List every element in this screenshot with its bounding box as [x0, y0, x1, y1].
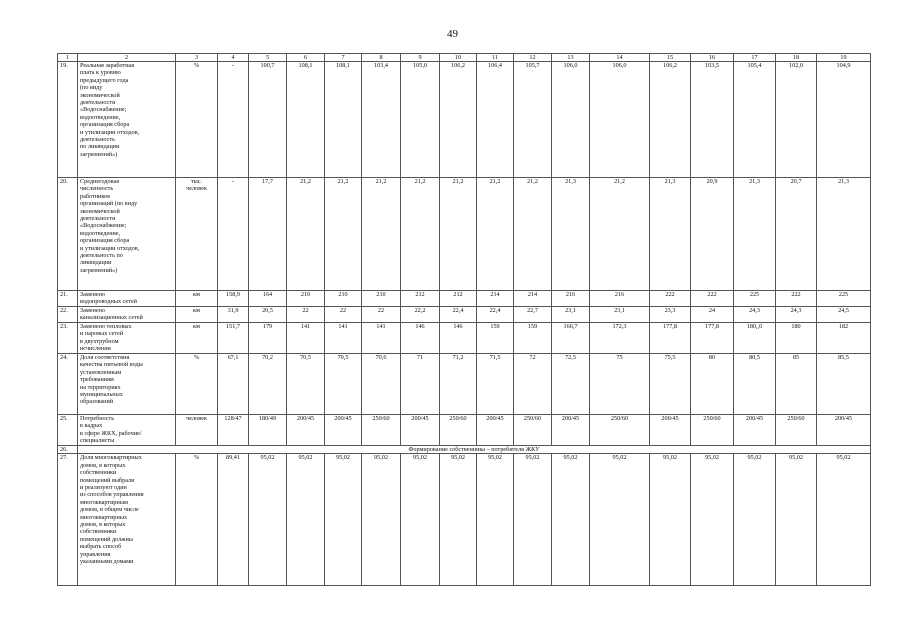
value-cell: 108,1	[287, 62, 325, 178]
value-cell: 146	[440, 323, 477, 354]
value-cell: 23,1	[590, 307, 650, 323]
table-row	[58, 454, 871, 586]
value-cell: 200/45	[287, 415, 325, 446]
value-cell: 210	[325, 291, 362, 307]
value-cell: 70,5	[287, 354, 325, 415]
value-cell: 250/60	[440, 415, 477, 446]
value-cell: 210	[362, 291, 401, 307]
value-cell: 177,8	[691, 323, 734, 354]
column-number: 11	[477, 54, 514, 62]
indicator-name: Доля многоквартирных домов, в которых собственники помещений выбрали и реализуют один из способов управления многоквартирным домом, в общем числе многоквартирных домов, в которых собственники помещений должны выбрать способ управления указанными домами	[78, 454, 176, 586]
value-cell: 22	[325, 307, 362, 323]
section-row	[58, 446, 871, 454]
value-cell: 85	[776, 354, 817, 415]
column-number: 15	[650, 54, 691, 62]
value-cell: 214	[514, 291, 552, 307]
value-cell: 182	[817, 323, 871, 354]
value-cell: 21,2	[514, 178, 552, 291]
value-cell: 250/60	[362, 415, 401, 446]
value-cell: 21,3	[817, 178, 871, 291]
row-number: 27.	[58, 454, 78, 586]
value-cell: 95,02	[325, 454, 362, 586]
value-cell: 21,2	[440, 178, 477, 291]
column-number-row	[58, 54, 871, 62]
column-number: 10	[440, 54, 477, 62]
value-cell: 200/45	[325, 415, 362, 446]
unit-cell: %	[176, 354, 218, 415]
value-cell: 70,2	[249, 354, 287, 415]
value-cell: 103,5	[691, 62, 734, 178]
column-number: 8	[362, 54, 401, 62]
column-number: 2	[78, 54, 176, 62]
table-row	[58, 62, 871, 178]
value-cell: 180	[776, 323, 817, 354]
value-cell: 200/45	[817, 415, 871, 446]
value-cell: 141	[362, 323, 401, 354]
value-cell: 95,02	[401, 454, 440, 586]
value-cell: 24,5	[817, 307, 871, 323]
value-cell: 21,3	[552, 178, 590, 291]
value-cell: 17,7	[249, 178, 287, 291]
value-cell: 225	[817, 291, 871, 307]
value-cell: 21,3	[734, 178, 776, 291]
column-number: 3	[176, 54, 218, 62]
value-cell: 104,9	[817, 62, 871, 178]
value-cell: 105,0	[401, 62, 440, 178]
column-number: 5	[249, 54, 287, 62]
table-row	[58, 178, 871, 291]
value-cell: 180/49	[249, 415, 287, 446]
value-cell: 159	[477, 323, 514, 354]
value-cell: 200/45	[734, 415, 776, 446]
value-cell: 72	[514, 354, 552, 415]
indicator-name: Доля соответствия качества питьевой воды установленным требованиям на территориях муниципальных образований	[78, 354, 176, 415]
column-number: 4	[218, 54, 249, 62]
unit-cell: %	[176, 454, 218, 586]
value-cell: 21,2	[477, 178, 514, 291]
value-cell: 20,5	[249, 307, 287, 323]
value-cell: 89,41	[218, 454, 249, 586]
value-cell: 250/60	[691, 415, 734, 446]
value-cell: 95,02	[691, 454, 734, 586]
value-cell: 72,5	[552, 354, 590, 415]
value-cell: 71,5	[477, 354, 514, 415]
value-cell: 22,7	[514, 307, 552, 323]
column-number: 13	[552, 54, 590, 62]
value-cell: 95,02	[776, 454, 817, 586]
row-number: 19.	[58, 62, 78, 178]
value-cell: 21,2	[287, 178, 325, 291]
value-cell: 70,6	[362, 354, 401, 415]
value-cell: 21,2	[590, 178, 650, 291]
value-cell: 105,7	[514, 62, 552, 178]
value-cell: 106,2	[440, 62, 477, 178]
value-cell: 95,02	[552, 454, 590, 586]
value-cell: 214	[477, 291, 514, 307]
column-number: 14	[590, 54, 650, 62]
row-number: 23.	[58, 323, 78, 354]
value-cell: -	[218, 178, 249, 291]
value-cell: 23,3	[650, 307, 691, 323]
value-cell: 67,1	[218, 354, 249, 415]
value-cell: 75,5	[650, 354, 691, 415]
value-cell: 128/47	[218, 415, 249, 446]
indicator-name: Заменено водопроводных сетей	[78, 291, 176, 307]
value-cell: 222	[776, 291, 817, 307]
value-cell: 106,4	[477, 62, 514, 178]
column-number: 17	[734, 54, 776, 62]
value-cell: 106,0	[590, 62, 650, 178]
value-cell: 250/60	[776, 415, 817, 446]
unit-cell: человек	[176, 415, 218, 446]
value-cell: 212	[440, 291, 477, 307]
value-cell: 80,5	[734, 354, 776, 415]
value-cell: 22,4	[477, 307, 514, 323]
value-cell: 20,7	[776, 178, 817, 291]
value-cell: 95,02	[817, 454, 871, 586]
value-cell: -	[218, 62, 249, 178]
indicator-name: Реальная заработная плата к уровню предыдущего года (по виду экономической деятельности «Водоснабжение; водоотведение, организация сбора и утилизации отходов, деятельность по ликвидации загрязнений»)	[78, 62, 176, 178]
value-cell: 164	[249, 291, 287, 307]
row-number: 24.	[58, 354, 78, 415]
value-cell: 75	[590, 354, 650, 415]
value-cell: 159	[514, 323, 552, 354]
indicator-name: Потребность в кадрах в сфере ЖКХ, рабочие/ специалисты	[78, 415, 176, 446]
column-number: 12	[514, 54, 552, 62]
value-cell: 95,02	[477, 454, 514, 586]
value-cell: 80	[691, 354, 734, 415]
indicator-name: Среднегодовая численность работников организаций (по виду экономической деятельности «Водоснабжение; водоотведение, организация сбора и утилизации отходов, деятельность по ликвидации загрязнений»)	[78, 178, 176, 291]
row-number: 26.	[58, 446, 78, 454]
value-cell: 95,02	[440, 454, 477, 586]
value-cell: 22,2	[401, 307, 440, 323]
value-cell: 20,9	[691, 178, 734, 291]
value-cell: 200/45	[552, 415, 590, 446]
value-cell: 141	[325, 323, 362, 354]
value-cell: 95,02	[249, 454, 287, 586]
row-number: 25.	[58, 415, 78, 446]
value-cell: 250/60	[590, 415, 650, 446]
value-cell: 95,02	[650, 454, 691, 586]
value-cell: 95,02	[734, 454, 776, 586]
table-row	[58, 291, 871, 307]
value-cell: 141	[287, 323, 325, 354]
column-number: 16	[691, 54, 734, 62]
value-cell: 200/45	[650, 415, 691, 446]
column-number: 7	[325, 54, 362, 62]
value-cell: 85,5	[817, 354, 871, 415]
value-cell: 24,3	[734, 307, 776, 323]
value-cell: 24	[691, 307, 734, 323]
column-number: 19	[817, 54, 871, 62]
value-cell: 225	[734, 291, 776, 307]
table-row	[58, 323, 871, 354]
value-cell: 216	[552, 291, 590, 307]
value-cell: 200/45	[477, 415, 514, 446]
value-cell: 216	[590, 291, 650, 307]
value-cell: 100,7	[249, 62, 287, 178]
value-cell: 21,2	[401, 178, 440, 291]
value-cell: 166,7	[552, 323, 590, 354]
value-cell: 21,3	[650, 178, 691, 291]
value-cell: 172,3	[590, 323, 650, 354]
value-cell: 250/60	[514, 415, 552, 446]
value-cell: 70,5	[325, 354, 362, 415]
value-cell: 106,0	[552, 62, 590, 178]
row-number: 22.	[58, 307, 78, 323]
value-cell: 23,1	[552, 307, 590, 323]
value-cell: 95,02	[287, 454, 325, 586]
value-cell: 222	[650, 291, 691, 307]
value-cell: 180,,0	[734, 323, 776, 354]
table-row	[58, 354, 871, 415]
unit-cell: км	[176, 307, 218, 323]
value-cell: 95,02	[362, 454, 401, 586]
unit-cell: км	[176, 323, 218, 354]
value-cell: 103,4	[362, 62, 401, 178]
value-cell: 24,3	[776, 307, 817, 323]
value-cell: 105,4	[734, 62, 776, 178]
value-cell: 210	[287, 291, 325, 307]
row-number: 20.	[58, 178, 78, 291]
value-cell: 222	[691, 291, 734, 307]
value-cell: 22,4	[440, 307, 477, 323]
column-number: 9	[401, 54, 440, 62]
value-cell: 151,7	[218, 323, 249, 354]
unit-cell: тыс. человек	[176, 178, 218, 291]
column-number: 6	[287, 54, 325, 62]
value-cell: 179	[249, 323, 287, 354]
value-cell: 200/45	[401, 415, 440, 446]
table-row	[58, 415, 871, 446]
unit-cell: км	[176, 291, 218, 307]
value-cell: 22	[287, 307, 325, 323]
value-cell: 212	[401, 291, 440, 307]
value-cell: 21,2	[325, 178, 362, 291]
column-number: 1	[58, 54, 78, 62]
indicators-table	[57, 53, 871, 586]
value-cell: 71,2	[440, 354, 477, 415]
value-cell: 108,1	[325, 62, 362, 178]
value-cell: 177,8	[650, 323, 691, 354]
value-cell: 158,9	[218, 291, 249, 307]
value-cell: 102,0	[776, 62, 817, 178]
indicator-name: Заменено канализационных сетей	[78, 307, 176, 323]
unit-cell: %	[176, 62, 218, 178]
value-cell: 71	[401, 354, 440, 415]
value-cell: 21,2	[362, 178, 401, 291]
page-number: 49	[447, 28, 458, 40]
indicator-name: Заменено тепловых и паровых сетей в двухтрубном исчислении	[78, 323, 176, 354]
value-cell: 31,9	[218, 307, 249, 323]
value-cell: 106,2	[650, 62, 691, 178]
row-number: 21.	[58, 291, 78, 307]
table-row	[58, 307, 871, 323]
section-title: Формирование собственника – потребителя ЖКУ	[78, 446, 871, 454]
value-cell: 146	[401, 323, 440, 354]
value-cell: 95,02	[590, 454, 650, 586]
value-cell: 95,02	[514, 454, 552, 586]
value-cell: 22	[362, 307, 401, 323]
column-number: 18	[776, 54, 817, 62]
